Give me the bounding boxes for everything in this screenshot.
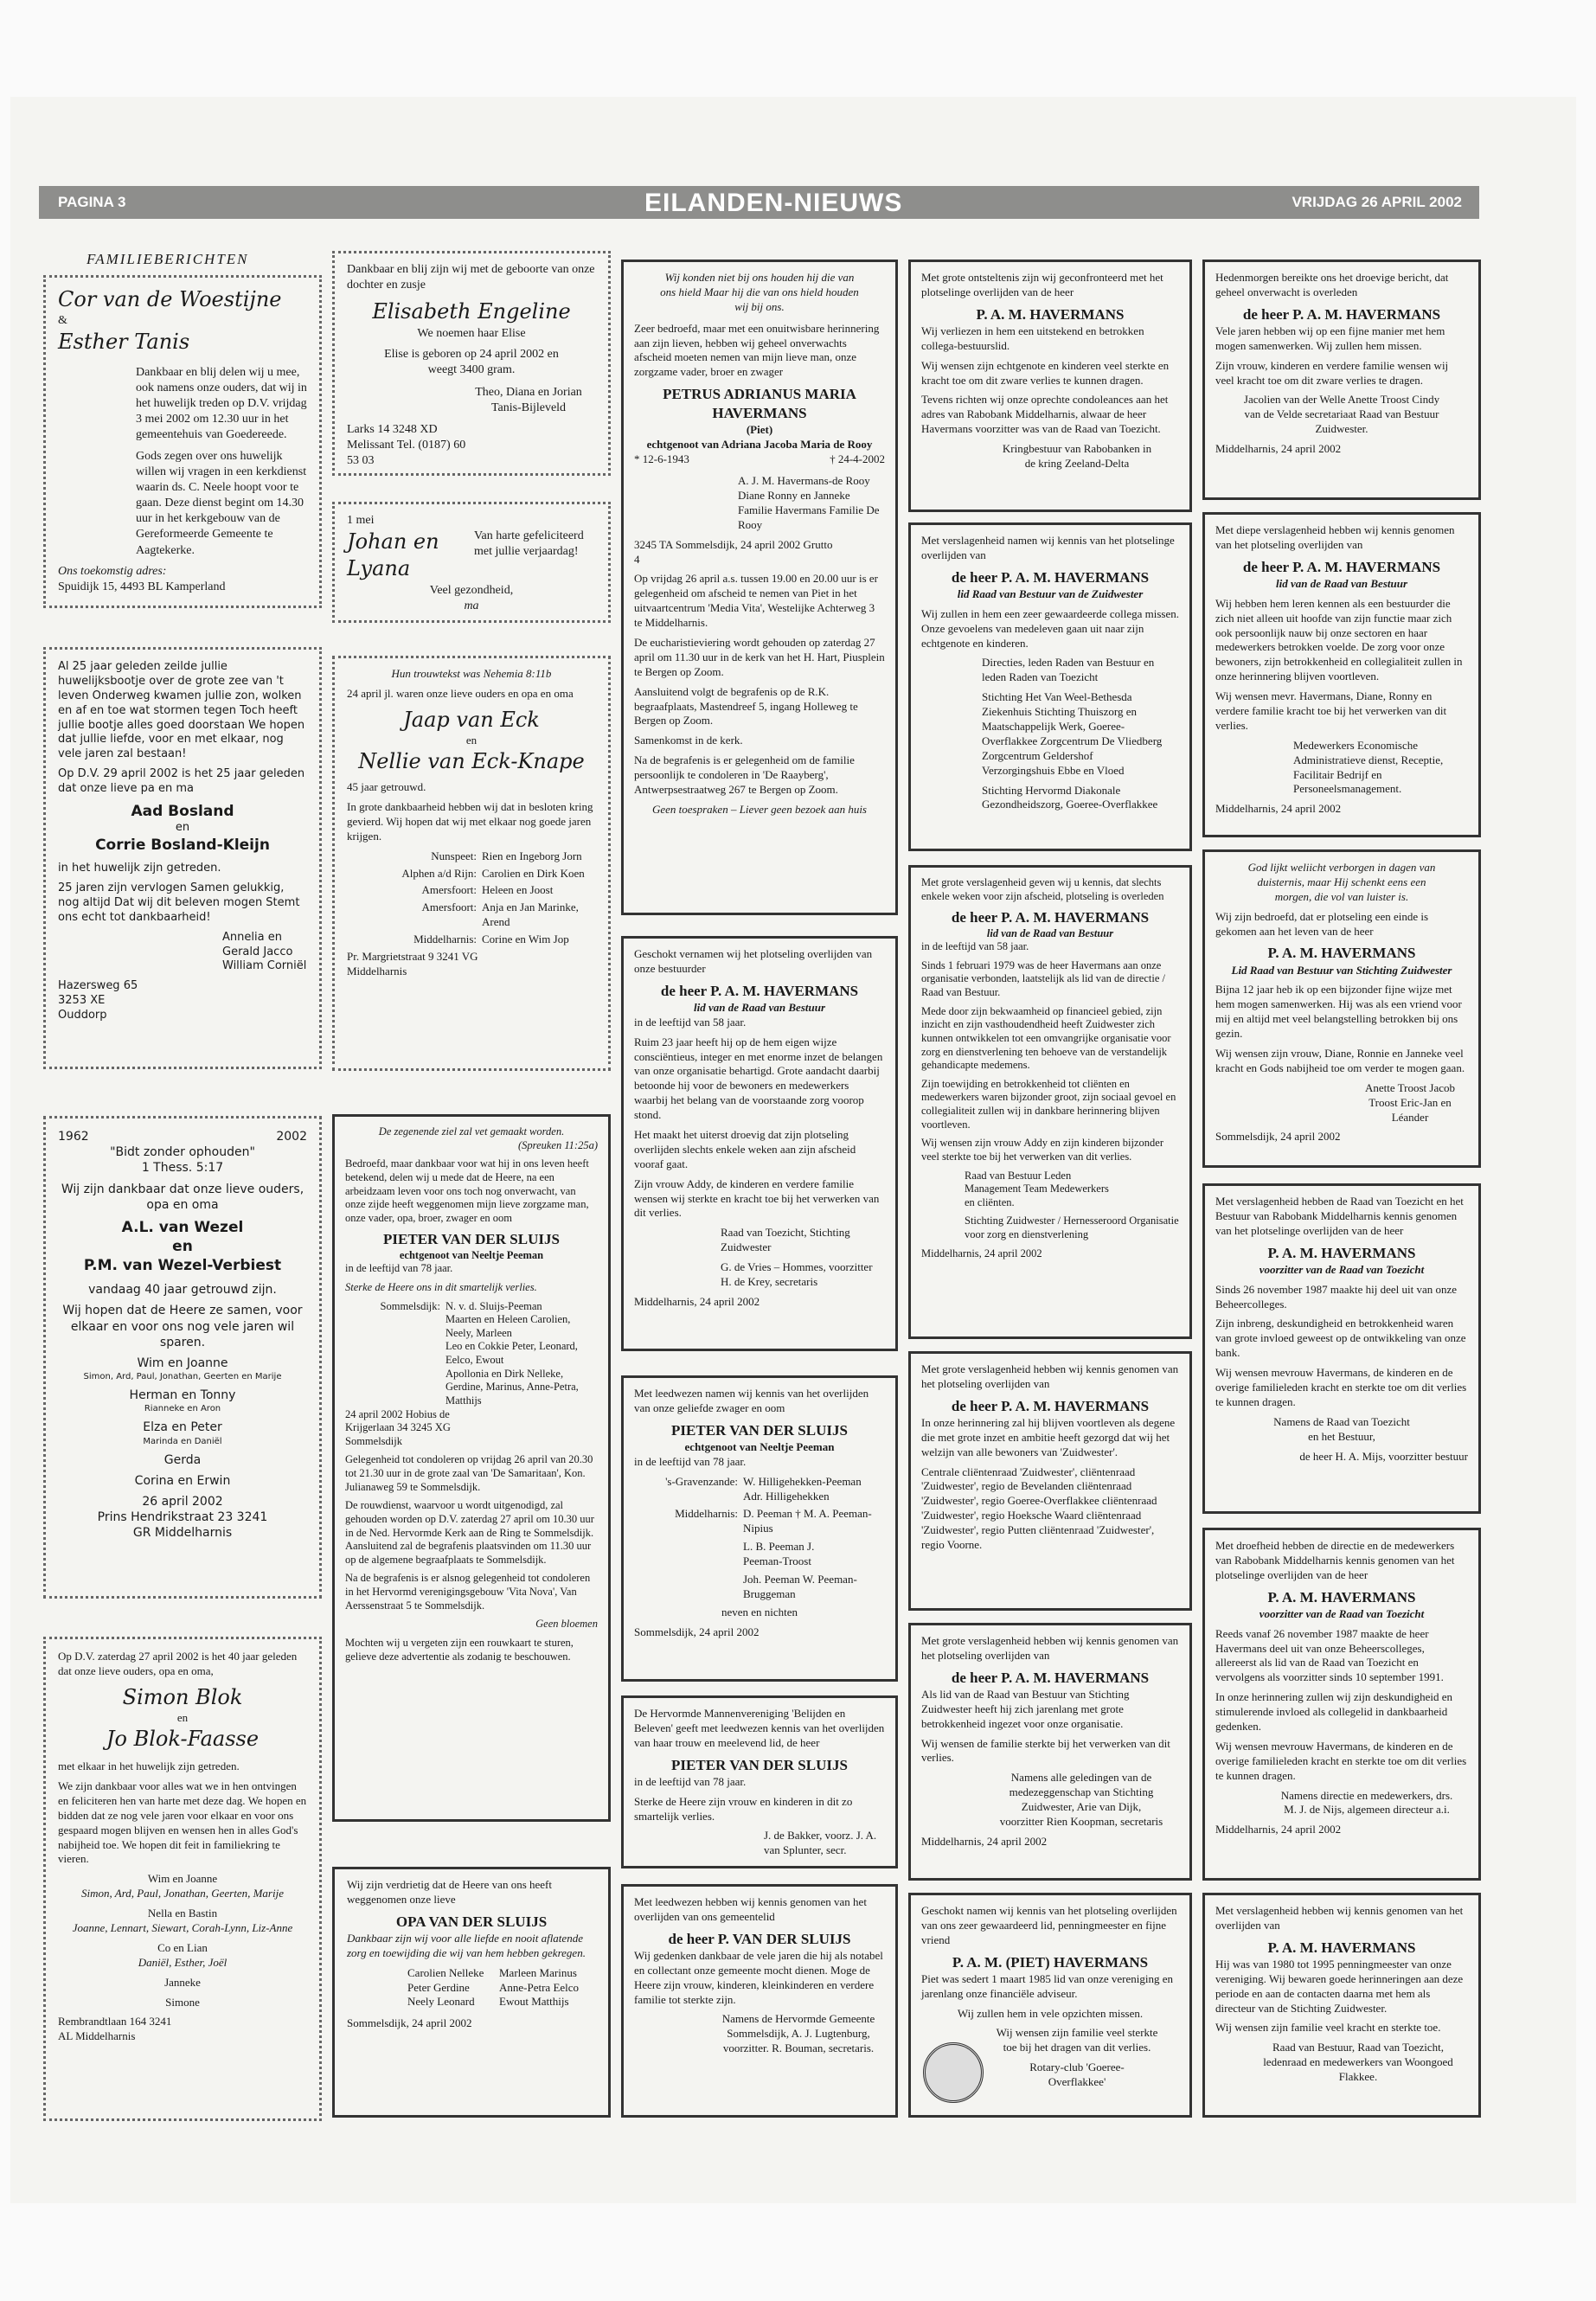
obituary-text: Met grote verslagenheid hebben wij kennis genomen van het plotseling overlijden van (921, 1634, 1179, 1662)
family-names: Corine en Wim Jop (482, 933, 569, 946)
family-names: D. Peeman † M. A. Peeman-Nipius (743, 1507, 872, 1535)
quote: Wij konden niet bij ons houden hij die van ons hield Maar hij die van ons hield houden wij bij ons. (660, 271, 859, 313)
obituary-text: Met droefheid hebben de directie en de medewerkers van Rabobank Middelharnis kennis genomen van het plotselinge overlijden van de heer (1215, 1539, 1455, 1581)
obituary-text: Wij hebben hem leren kennen als een bestuurder die zich niet alleen uit hoofde van zijn functie maar zich ook persoonlijk nauw bij onze sectoren en haar medewerkers betrokken voelde. De zorg voor onze bewoners, zijn betrokkenheid en collegialiteit zullen in onze herinnering blijven voortleven. (1215, 596, 1463, 683)
deceased-name: de heer P. A. M. HAVERMANS (1242, 305, 1441, 323)
condolence-info: Gelegenheid tot condoleren op vrijdag 26 april van 20.30 tot 21.30 uur in de grote zaal van 'De Samaritaan', Kon. Julianaweg 59 te Sommelsdijk. (345, 1453, 593, 1493)
obituary-opa (332, 1867, 611, 2118)
signatories: Stichting Zuidwester / Hernesseroord Organisatie voor zorg en dienstverlening (965, 1215, 1179, 1240)
age: in de leeftijd van 58 jaar. (634, 1015, 747, 1029)
quote: Sterke de Heere ons in dit smartelijk verlies. (345, 1280, 537, 1293)
family-names: Maarten en Heleen Carolien, Neely, Marleen (445, 1313, 571, 1339)
place-date: Sommelsdijk, 24 april 2002 (1215, 1130, 1341, 1144)
signatories: Raad van Toezicht, Stichting Zuidwester (721, 1226, 850, 1254)
role: lid van de Raad van Bestuur (693, 1000, 826, 1014)
grandchildren: Daniël, Esther, Joël (138, 1955, 228, 1969)
address: Larks 14 3248 XD Melissant Tel. (0187) 60 53 03 (347, 422, 466, 467)
death-date: † 24-4-2002 (830, 452, 885, 466)
family-names: Co en Lian (157, 1940, 208, 1954)
anniversary-van-wezel (43, 1116, 322, 1599)
signatories: Namens de Hervormde Gemeente Sommelsdijk, A. J. Lugtenburg, voorzitter. R. Bouman, secretaris. (721, 2012, 875, 2055)
obituary-text: Hij was van 1980 tot 1995 penningmeester van onze vereniging. Wij bewaren goede herinneringen aan deze periode en aan de contacten daarna met hem als directeur van de Stichting Zuidwester. (1215, 1957, 1464, 2015)
conjunction: en (176, 1710, 189, 1724)
obituary-text: Zeer bedroefd, maar met een onuitwisbare herinnering aan zijn lieven, hebben wij geheel onverwachts afscheid moeten nemen van mijn lieve man, onze zorgzame vader, broer en zwager (634, 321, 880, 379)
obituary-text: Bijna 12 jaar heb ik op een bijzonder fijne wijze met hem mogen samenwerken. Hij was als een vriend voor mij en altijd met veel belangstelling betrokken bij ons gezin. (1215, 983, 1462, 1041)
signatories: A. J. M. Havermans-de Rooy Diane Ronny en Janneke Familie Havermans Familie De Rooy (738, 474, 880, 531)
deceased-name: de heer P. A. M. HAVERMANS (951, 1669, 1150, 1686)
obituary-medezeggenschap (908, 1623, 1192, 1881)
age: in de leeftijd van 78 jaar. (345, 1262, 453, 1275)
ampersand: & (58, 314, 67, 328)
obituary-text: In onze herinnering zal hij blijven voortleven als degene die met grote inzet en ambitie heeft gezorgd dat wij het welzijn van alle bewoners van 'Zuidwester'. (921, 1415, 1176, 1458)
closing-note: neven en nichten (721, 1605, 798, 1618)
future-address: Spuidijk 15, 4493 BL Kamperland (58, 580, 226, 593)
obituary-text: Zijn vrouw, kinderen en verdere familie wensen wij veel kracht toe om dit zware verlies te dragen. (1215, 358, 1449, 387)
obituary-text: Wij gedenken dankbaar de vele jaren die hij als notabel en collectant onze gemeente mocht dienen. Moge de Heere zijn vrouw, kinderen, kleinkinderen en verdere familie tot sterkte zijn. (634, 1948, 883, 2006)
poem: 25 jaren zijn vervlogen Samen gelukkig, nog altijd Dat wij dit beleven mogen Stemt ons echt tot dankbaarheid! (58, 881, 300, 924)
family-names: Simone (165, 1995, 200, 2009)
baby-name: Elisabeth Engeline (372, 299, 571, 324)
obituary-text: Wij wensen mevrouw Havermans, de kinderen en de overige familieleden kracht en sterkte toe om dit verlies te kunnen dragen. (1215, 1739, 1467, 1782)
person-name: Corrie Bosland-Kleijn (95, 836, 270, 854)
family-names: Corina en Erwin (134, 1473, 231, 1488)
place-date: Middelharnis, 24 april 2002 (921, 1834, 1048, 1848)
funeral-info: Aansluitend volgt de begrafenis op de R.K. begraafplaats, Mastendreef 5, ingang Holleweg te Bergen op Zoom. (634, 684, 858, 727)
grandchildren: Marinda en Daniël (143, 1436, 222, 1446)
obituary-text: Ruim 23 jaar heeft hij op de hem eigen wijze consciëntieus, integer en met enorme inzet de belangen van onze organisatie behartigd. Grote aandacht daarbij betoonde hij voor de bewoners en medewerkers waarbij het belang van de voorstaande zorg voorop stond. (634, 1035, 883, 1122)
obituary-text: Het maakt het uiterst droevig dat zijn plotseling overlijden slechts enkele weken aan zijn afscheid vooraf gaat. (634, 1128, 856, 1170)
rotary-logo-icon (923, 2042, 984, 2103)
role: voorzitter van de Raad van Toezicht (1259, 1606, 1425, 1620)
obituary-woongoed (1202, 1893, 1481, 2118)
place: Amersfoort: (421, 901, 477, 914)
obituary-text: In onze herinnering zullen wij zijn deskundigheid en stimulerende invloed als collegelid in dankbaarheid gedenken. (1215, 1690, 1453, 1733)
signatories: G. de Vries – Hommes, voorzitter H. de Krey, secretaris (721, 1260, 873, 1289)
anniversary-text: in het huwelijk zijn getreden. (58, 862, 221, 875)
family-names: Janneke (164, 1975, 201, 1989)
role: Lid Raad van Bestuur van Stichting Zuidwester (1231, 963, 1452, 977)
page-header (39, 186, 1479, 219)
family-names: Wim en Joanne (147, 1872, 218, 1886)
signatories: Centrale cliëntenraad 'Zuidwester', cliëntenraad 'Zuidwester', regio de Bevelanden cliëntenraad 'Zuidwester', regio Goeree-Overflakkee cliëntenraad 'Zuidwester', regio Hoeksche Waard cliëntenraad 'Zuidwester', regio Putten cliëntenraad 'Zuidwester', regio Voorne. (921, 1465, 1157, 1551)
wedding-text: Dankbaar en blij delen wij u mee, ook namens onze ouders, dat wij in het huwelijk treden op D.V. vrijdag 3 mei 2002 om 12.30 uur in het gemeentehuis van Goedereede. (136, 365, 307, 442)
place: Amersfoort: (421, 883, 477, 897)
deceased-name: de heer P. A. M. HAVERMANS (951, 909, 1150, 926)
deceased-name: P. A. M. HAVERMANS (1267, 1939, 1416, 1956)
obituary-text: Met grote ontsteltenis zijn wij geconfronteerd met het plotselinge overlijden van de heer (921, 271, 1163, 298)
signatories: Namens directie en medewerkers, drs. M. J. de Nijs, algemeen directeur a.i. (1280, 1788, 1453, 1817)
signatories: Annelia en Gerald Jacco William Corniël (222, 930, 307, 973)
anniversary-text: Wij zijn dankbaar dat onze lieve ouders, opa en oma (61, 1182, 304, 1212)
obituary-text: Sinds 1 februari 1979 was de heer Havermans aan onze organisatie verbonden, laatstelijk als lid van de directie / Raad van Bestuur. (921, 958, 1165, 998)
issue-date: VRIJDAG 26 APRIL 2002 (1292, 194, 1462, 210)
obituary-text: Wij wensen zijn vrouw Addy en zijn kinderen bijzonder veel sterkte toe bij het verwerken van dit verlies. (921, 1137, 1163, 1163)
date: 1 mei (347, 514, 375, 527)
obituary-text: Mede door zijn bekwaamheid op financieel gebied, zijn inzicht en zijn vasthoudendheid heeft Zuidwester zich kunnen ontwikkelen tot een omvangrijke organisatie voor zorg en dienstverlening ten behoeve van de verstandelijk gehandicapte medemens. (921, 1004, 1171, 1072)
closing-note: Geen toespraken – Liever geen bezoek aan huis (651, 802, 867, 816)
place: Alphen a/d Rijn: (401, 866, 477, 880)
deceased-name: OPA VAN DER SLUIJS (395, 1913, 548, 1930)
future-address-label: Ons toekomstig adres: (58, 564, 167, 578)
family-names: N. v. d. Sluijs-Peeman (445, 1299, 542, 1312)
obituary-text: Reeds vanaf 26 november 1987 maakte de heer Havermans deel uit van onze Beheerscolleges, allereerst als lid van de Raad van Toezicht en vervolgens als voorzitter sinds 10 september 1991. (1215, 1626, 1444, 1684)
place-date: Sommelsdijk, 24 april 2002 (634, 1625, 760, 1638)
anniversary-text: met elkaar in het huwelijk zijn getreden. (58, 1759, 240, 1773)
condolence-info: Na de begrafenis is er gelegenheid om de familie persoonlijk te condoleren in 'De Raayberg', Antwerpsestraatweg 267 te Bergen op Zoom. (634, 753, 855, 797)
obituary-text: Wij verliezen in hem een uitstekend en betrokken collega-bestuurslid. (921, 324, 1144, 352)
signatories: de heer H. A. Mijs, voorzitter bestuur (1299, 1449, 1468, 1463)
deceased-name: P. A. M. HAVERMANS (976, 305, 1125, 323)
family-names: L. B. Peeman J. Peeman-Troost (743, 1540, 815, 1568)
anniversary-van-eck (332, 656, 611, 1071)
obituary-van-der-sluijs (332, 1114, 611, 1822)
anniversary-text: Wij hopen dat de Heere ze samen, voor elkaar en voor ons nog vele jaren wil sparen. (62, 1304, 303, 1349)
place-date: Middelharnis, 24 april 2002 (921, 1247, 1042, 1259)
year-start: 1962 (58, 1130, 89, 1144)
address: Rembrandtlaan 164 3241 AL Middelharnis (58, 2015, 172, 2043)
obituary-text: Wij wensen zijn familie veel kracht en sterkte toe. (1215, 2021, 1441, 2035)
birth-date: * 12-6-1943 (634, 452, 689, 466)
place: Middelharnis: (675, 1507, 738, 1521)
obituary-text: Wij zijn verdrietig dat de Heere van ons heeft weggenomen onze lieve (347, 1878, 552, 1906)
obituary-text: Wij wensen zijn vrouw, Diane, Ronnie en Janneke veel kracht en Gods nabijheid toe om verder te mogen gaan. (1215, 1047, 1465, 1074)
signatories: Directies, leden Raden van Bestuur en leden Raden van Toezicht (982, 656, 1155, 684)
grandchildren: Marleen Marinus Anne-Petra Eelco Ewout Matthijs (499, 1965, 580, 2009)
anniversary-text: We zijn dankbaar voor alles wat we in hen ontvingen en feliciteren hen van harte met deze dag. We hopen en bidden dat ze nog vele jaren voor elkaar en voor ons gespaard mogen blijven en wensen hen in alles God's nabijheid toe. We hopen dit feit in familiekring te vieren. (58, 1779, 307, 1866)
place-date: Middelharnis, 24 april 2002 (634, 1294, 760, 1308)
quote: "Bidt zonder ophouden" (110, 1145, 255, 1160)
signatories: Anette Troost Jacob Troost Eric-Jan en Léander (1365, 1080, 1455, 1124)
deceased-name: PIETER VAN DER SLUIJS (671, 1756, 848, 1773)
signatories: Medewerkers Economische Administratieve dienst, Receptie, Facilitair Bedrijf en Personeelsmanagement. (1293, 738, 1444, 796)
family-names: Anja en Jan Marinke, Arend (482, 901, 579, 929)
person-name: Johan en Lyana (347, 529, 439, 581)
obituary-text: Vele jaren hebben wij op een fijne manier met hem mogen samenwerken. Wij zullen hem missen. (1215, 324, 1445, 352)
obituary-medewerkers (1202, 512, 1481, 837)
person-name: Simon Blok (122, 1684, 243, 1709)
obituary-text: Dankbaar zijn wij voor alle liefde en nooit aflatende zorg en toewijding die wij van hem hebben gekregen. (347, 1931, 586, 1959)
grandchildren: Simon, Ard, Paul, Jonathan, Geerten, Marije (81, 1887, 284, 1900)
birth-details: Elise is geboren op 24 april 2002 en weegt 3400 gram. (384, 347, 559, 376)
obituary-text: Zijn inbreng, deskundigheid en betrokkenheid waren van grote invloed geweest op de ontwikkeling van onze bank. (1215, 1317, 1466, 1360)
obituary-text: Geschokt vernamen wij het plotseling overlijden van onze bestuurder (634, 947, 873, 975)
greeting-text: Van harte gefeliciteerd met jullie verjaardag! (474, 529, 584, 559)
obituary-text: Tevens richten wij onze oprechte condoleances aan het adres van Rabobank Middelharnis, alwaar de heer Havermans voorzitter was van de Raad van Toezicht. (921, 393, 1169, 436)
signatories: Kringbestuur van Rabobanken in de kring Zeeland-Delta (1002, 442, 1152, 470)
anniversary-text: 45 jaar getrouwd. (347, 780, 426, 794)
obituary-text: Wij zijn bedroefd, dat er plotseling een einde is gekomen aan het leven van de heer (1215, 909, 1429, 938)
family-names: Gerda (163, 1452, 202, 1467)
role: lid van de Raad van Bestuur (1275, 576, 1408, 590)
greeting-text: Veel gezondheid, (429, 583, 514, 597)
person-name: Nellie van Eck-Knape (358, 748, 585, 773)
place-date: Middelharnis, 24 april 2002 (1215, 802, 1342, 816)
obituary-rotary (908, 1893, 1192, 2118)
obituary-text: Sinds 26 november 1987 maakte hij deel uit van onze Beheercolleges. (1215, 1282, 1458, 1311)
deceased-name: PIETER VAN DER SLUIJS (671, 1421, 848, 1439)
quote: Hun trouwtekst was Nehemia 8:11b (391, 667, 552, 680)
anniversary-bosland (43, 647, 322, 1069)
obituary-text: Met leedwezen hebben wij kennis genomen van het overlijden van ons gemeentelid (634, 1895, 867, 1923)
place: Nunspeet: (431, 849, 477, 862)
organisation-list: Stichting Hervormd Diakonale Gezondheidszorg, Goeree-Overflakkee (982, 783, 1158, 811)
obituary-text: Als lid van de Raad van Bestuur van Stichting Zuidwester heeft hij zich jarenlang met grote betrokkenheid ingezet voor onze organisatie. (921, 1687, 1130, 1730)
birth-announcement (332, 251, 611, 476)
spouse-line: echtgenoot van Neeltje Peeman (399, 1248, 544, 1261)
anniversary-blok (43, 1637, 322, 2121)
grandchildren: Rianneke en Aron (144, 1404, 221, 1414)
poem: Al 25 jaar geleden zeilde jullie huwelijksbootje over de grote zee van 't leven Onderweg kwamen jullie zon, wolken en af en toe wat stormen tegen Toch heeft jullie bootje alles goed doorstaan We hopen dat jullie liefde, voor en met elkaar, nog vele jaren zal bestaan! (58, 660, 305, 761)
obituary-text: Piet was sedert 1 maart 1985 lid van onze vereniging en jarenlang onze financiële adviseur. (921, 1971, 1173, 2000)
place: Middelharnis: (413, 933, 477, 946)
closing-note: Geen bloemen (535, 1618, 598, 1631)
deceased-name: PIETER VAN DER SLUIJS (383, 1231, 560, 1248)
funeral-info: De rouwdienst, waarvoor u wordt uitgenodigd, zal gehouden worden op D.V. zaterdag 27 april om 10.30 uur in de Ned. Hervormde Kerk aan de Ring te Sommelsdijk. Aansluitend zal de begrafenis plaatsvinden om 11.30 uur op de algemene begraafplaats te Sommelsdijk. (345, 1499, 594, 1566)
obituary-text: Met verslagenheid hebben de Raad van Toezicht en het Bestuur van Rabobank Middelharnis kennis genomen van het plotselinge overlijden van de heer (1215, 1195, 1464, 1237)
deceased-name: P. A. M. HAVERMANS (1267, 1588, 1416, 1606)
deceased-name: de heer P. A. M. HAVERMANS (1242, 558, 1441, 575)
signatory: ma (464, 599, 479, 612)
family-names: W. Hilligehekken-Peeman Adr. Hilligehekken (743, 1474, 862, 1503)
family-names: Nella en Bastin (147, 1907, 218, 1920)
place-date: Middelharnis, 24 april 2002 (1215, 442, 1342, 456)
obituary-text: Hedenmorgen bereikte ons het droevige bericht, dat geheel onverwacht is overleden (1215, 271, 1449, 298)
signatories: Raad van Bestuur Leden Management Team Medewerkers en cliënten. (965, 1169, 1109, 1208)
family-names: Wim en Joanne (137, 1356, 228, 1370)
deceased-name: P. A. M. HAVERMANS (1267, 1244, 1416, 1261)
wedding-announcement (43, 275, 322, 608)
obituary-directies (908, 522, 1192, 851)
funeral-info: Samenkomst in de kerk. (634, 734, 743, 747)
deceased-name: PETRUS ADRIANUS MARIA HAVERMANS (663, 386, 856, 422)
anniversary-text: vandaag 40 jaar getrouwd zijn. (88, 1283, 277, 1298)
obituary-text: De Hervormde Mannenvereniging 'Belijden en Beleven' geeft met leedwezen kennis van het overlijden van haar trouw en meelevend lid, de heer (634, 1707, 885, 1749)
obituary-text: Met diepe verslagenheid hebben wij kennis genomen van het plotseling overlijden van (1215, 523, 1455, 551)
family-names: Leo en Cokkie Peter, Leonard, Eelco, Ewout (445, 1340, 578, 1366)
obituary-text: Wij wensen zijn echtgenote en kinderen veel sterkte en kracht toe om dit zware verlies te kunnen dragen. (921, 358, 1170, 387)
spouse-line: echtgenoot van Neeltje Peeman (684, 1439, 835, 1453)
organisation-list: Stichting Het Van Weel-Bethesda Ziekenhuis Stichting Thuiszorg en Maatschappelijk Werk, Goeree-Overflakkee Zorgcentrum De Vliedberg Zorgcentrum Geldershof Verzorgingshuis Ebbe en Vloed (982, 690, 1163, 777)
obituary-text: Wij wensen de familie sterkte bij het verwerken van dit verlies. (921, 1736, 1170, 1765)
obituary-raad-van-bestuur (908, 865, 1192, 1339)
groom-name: Cor van de Woestijne (58, 287, 282, 311)
person-name: Jaap van Eck (403, 707, 540, 732)
quote-reference: 1 Thess. 5:17 (141, 1161, 224, 1176)
person-name: A.L. van Wezel (121, 1218, 244, 1236)
signatories: Namens alle geledingen van de medezeggenschap van Stichting Zuidwester, Arie van Dijk, voorzitter Rien Koopman, secretaris (999, 1771, 1163, 1828)
family-names: Apollonia en Dirk Nelleke, Gerdine, Marinus, Anne-Petra, Matthijs (445, 1367, 579, 1407)
obituary-text: Wij zullen hem in vele opzichten missen. (957, 2006, 1144, 2020)
quote: God lijkt weliicht verborgen in dagen van duisternis, maar Hij schenkt eens een morgen, die vol van luister is. (1247, 861, 1436, 903)
nickname: We noemen haar Elise (417, 326, 526, 340)
place-date: Middelharnis, 24 april 2002 (1215, 1823, 1342, 1836)
family-names: Carolien en Dirk Koen (482, 866, 585, 880)
age: in de leeftijd van 58 jaar. (921, 940, 1029, 953)
obituary-text: Met grote verslagenheid geven wij u kennis, dat slechts enkele weken voor zijn afscheid, plotseling is overleden (921, 876, 1164, 902)
condolence-info: Na de begrafenis is er alsnog gelegenheid tot condoleren in het Hervormd verenigingsgebouw 'Vita Nova', Van Aerssenstraat 5 te Sommelsdijk. (345, 1572, 591, 1612)
obituary-hervormde-gemeente (621, 1884, 898, 2118)
family-names: Heleen en Joost (482, 883, 554, 897)
signatories: Theo, Diana en Jorian Tanis-Bijleveld (475, 386, 582, 415)
funeral-info: De eucharistieviering wordt gehouden op zaterdag 27 april om 11.30 uur in de kerk van het H. Hart, Piusplein te Bergen op Zoom. (634, 636, 885, 678)
address: 3245 TA Sommelsdijk, 24 april 2002 Grutto 4 (634, 537, 833, 566)
obituary-peeman (621, 1375, 898, 1682)
anniversary-text: In grote dankbaarheid hebben wij dat in besloten kring gevierd. Wij hopen dat wij met elkaar nog goede jaren krijgen. (347, 799, 593, 843)
obituary-havermans-family (621, 260, 898, 915)
page-number: PAGINA 3 (58, 194, 126, 210)
condolence-info: Op vrijdag 26 april a.s. tussen 19.00 en 20.00 uur is er gelegenheid om afscheid te nemen van Piet in het uitvaartcentrum 'Media Vita', Westelijke Achterweg 3 te Middelharnis. (634, 572, 878, 630)
obituary-text: Met leedwezen namen wij kennis van het overlijden van onze geliefde zwager en oom (634, 1387, 869, 1414)
address: Pr. Margrietstraat 9 3241 VG Middelharnis (347, 949, 478, 977)
quote: De zegenende ziel zal vet gemaakt worden. (378, 1125, 565, 1138)
nickname: (Piet) (746, 423, 773, 437)
date: 26 april 2002 (142, 1494, 223, 1509)
obituary-text: Geschokt namen wij kennis van het plotseling overlijden van ons zeer gewaardeerd lid, penningmeester en fijne vriend (921, 1904, 1177, 1946)
signatories: Namens de Raad van Toezicht en het Bestuur, (1273, 1414, 1410, 1443)
obituary-mannenvereniging (621, 1695, 898, 1868)
person-name: Jo Blok-Faasse (106, 1726, 260, 1751)
obituary-text: Zijn vrouw Addy, de kinderen en verdere familie wensen wij sterkte en kracht toe bij het verwerken van dit verlies. (634, 1176, 880, 1220)
birthday-greeting (332, 502, 611, 623)
obituary-text: Met verslagenheid hebben wij kennis genomen van het overlijden van (1215, 1904, 1464, 1932)
anniversary-text: 24 april jl. waren onze lieve ouders en opa en oma (347, 686, 574, 700)
place-date: Sommelsdijk, 24 april 2002 (347, 2016, 472, 2030)
role: lid Raad van Bestuur van de Zuidwester (957, 586, 1144, 600)
address: Hazersweg 65 3253 XE Ouddorp (58, 979, 138, 1022)
obituary-clientenraad (908, 1351, 1192, 1611)
obituary-text: Zijn toewijding en betrokkenheid tot cliënten en medewerkers waren bijzonder groot, zijn sociaal gevoel en collegialiteit zullen wij in dankbare herinnering blijven voortleven. (921, 1077, 1176, 1131)
obituary-troost (1202, 849, 1481, 1168)
birth-text: Dankbaar en blij zijn wij met de geboorte van onze dochter en zusje (347, 263, 595, 292)
conjunction: en (172, 1238, 193, 1256)
grandchildren: Joanne, Lennart, Siewart, Corah-Lynn, Liz-Anne (72, 1920, 293, 1934)
role: voorzitter van de Raad van Toezicht (1259, 1262, 1425, 1276)
conjunction: en (175, 821, 190, 835)
obituary-text: Sterke de Heere zijn vrouw en kinderen in dit zo smartelijk verlies. (634, 1794, 853, 1823)
section-title: FAMILIEBERICHTEN (87, 251, 249, 267)
family-names: Joh. Peeman W. Peeman-Bruggeman (743, 1573, 857, 1600)
deceased-name: de heer P. A. M. HAVERMANS (951, 568, 1150, 586)
closing-note: Mochten wij u vergeten zijn een rouwkaart te sturen, gelieve deze advertentie als zodanig te beschouwen. (345, 1636, 574, 1663)
quote-reference: (Spreuken 11:25a) (518, 1138, 598, 1151)
anniversary-text: Op D.V. 29 april 2002 is het 25 jaar geleden dat onze lieve pa en ma (58, 767, 305, 796)
obituary-text: Wij wensen mevr. Havermans, Diane, Ronny en verdere familie kracht toe bij het verwerken van dit verlies. (1215, 689, 1447, 732)
address: Prins Hendrikstraat 23 3241 GR Middelharnis (97, 1510, 268, 1541)
signatories: Rotary-club 'Goeree-Overflakkee' (1029, 2061, 1125, 2089)
deceased-name: de heer P. VAN DER SLUIJS (668, 1930, 851, 1947)
grandchildren: Carolien Nelleke Peter Gerdine Neely Leonard (407, 1965, 484, 2009)
signatories: J. de Bakker, voorz. J. A. van Splunter, secr. (764, 1829, 877, 1857)
family-names: Herman en Tonny (129, 1388, 236, 1403)
age: in de leeftijd van 78 jaar. (634, 1774, 747, 1788)
deceased-name: P. A. M. (PIET) HAVERMANS (952, 1953, 1149, 1971)
deceased-name: P. A. M. HAVERMANS (1267, 945, 1416, 962)
year-end: 2002 (276, 1130, 307, 1144)
newspaper-title: EILANDEN-NIEUWS (644, 189, 903, 217)
person-name: Aad Bosland (131, 803, 234, 821)
conjunction: en (465, 733, 478, 747)
obituary-text: Wij zullen in hem een zeer gewaardeerde collega missen. Onze gevoelens van medeleven gaan uit naar zijn echtgenote en kinderen. (921, 606, 1179, 650)
anniversary-text: Op D.V. zaterdag 27 april 2002 is het 40 jaar geleden dat onze lieve ouders, opa en oma, (58, 1650, 298, 1677)
wedding-church-text: Gods zegen over ons huwelijk willen wij vragen in een kerkdienst waarin ds. C. Neele hoopt voor te gaan. Deze dienst begint om 14.30 uur in het kerkgebouw van de Gereformeerde Gemeente te Aagtekerke. (136, 449, 307, 557)
family-names: Rien en Ingeborg Jorn (482, 849, 582, 862)
obituary-text: Met grote verslagenheid hebben wij kennis genomen van het plotseling overlijden van (921, 1362, 1179, 1390)
obituary-secretariaat (1202, 260, 1481, 500)
obituary-text: Wij wensen zijn familie veel sterkte toe bij het dragen van dit verlies. (996, 2026, 1158, 2054)
deceased-name: de heer P. A. M. HAVERMANS (951, 1397, 1150, 1414)
deceased-name: de heer P. A. M. HAVERMANS (660, 982, 859, 999)
signatories: Jacolien van der Welle Anette Troost Cindy van de Velde secretariaat Raad van Bestuur Zuidwester. (1243, 393, 1440, 436)
spouse-line: echtgenoot van Adriana Jacoba Maria de Rooy (646, 438, 873, 452)
place: 's-Gravenzande: (665, 1474, 738, 1488)
obituary-text: Wij wensen mevrouw Havermans, de kinderen en de overige familieleden kracht en sterkte toe om dit verlies te kunnen dragen. (1215, 1366, 1467, 1408)
age: in de leeftijd van 78 jaar. (634, 1454, 747, 1468)
grandchildren: Simon, Ard, Paul, Jonathan, Geerten en Marije (83, 1372, 282, 1382)
signatories: Raad van Bestuur, Raad van Toezicht, ledenraad en medewerkers van Woongoed Flakkee. (1263, 2041, 1453, 2084)
bride-name: Esther Tanis (58, 330, 190, 355)
obituary-text: Met verslagenheid namen wij kennis van het plotselinge overlijden van (921, 534, 1175, 561)
place: Sommelsdijk: (380, 1299, 440, 1312)
person-name: P.M. van Wezel-Verbiest (83, 1257, 282, 1275)
obituary-rabobank-directie (1202, 1528, 1481, 1881)
obituary-text: Bedroefd, maar dankbaar voor wat hij in ons leven heeft betekend, delen wij u mede dat de Heere, na een arbeidzaam leven voor ons toch nog onverwacht, van onze zijde heeft weggenomen mijn lieve zorgzame man, onze vader, opa, broer, zwager en oom (345, 1157, 589, 1224)
obituary-kringbestuur (908, 260, 1192, 512)
family-names: Elza en Peter (143, 1420, 222, 1435)
obituary-raad-van-toezicht (1202, 1183, 1481, 1514)
role: lid van de Raad van Bestuur (986, 926, 1114, 939)
obituary-zuidwester (621, 936, 898, 1351)
address: 24 april 2002 Hobius de Krijgerlaan 34 3245 XG Sommelsdijk (345, 1407, 451, 1447)
